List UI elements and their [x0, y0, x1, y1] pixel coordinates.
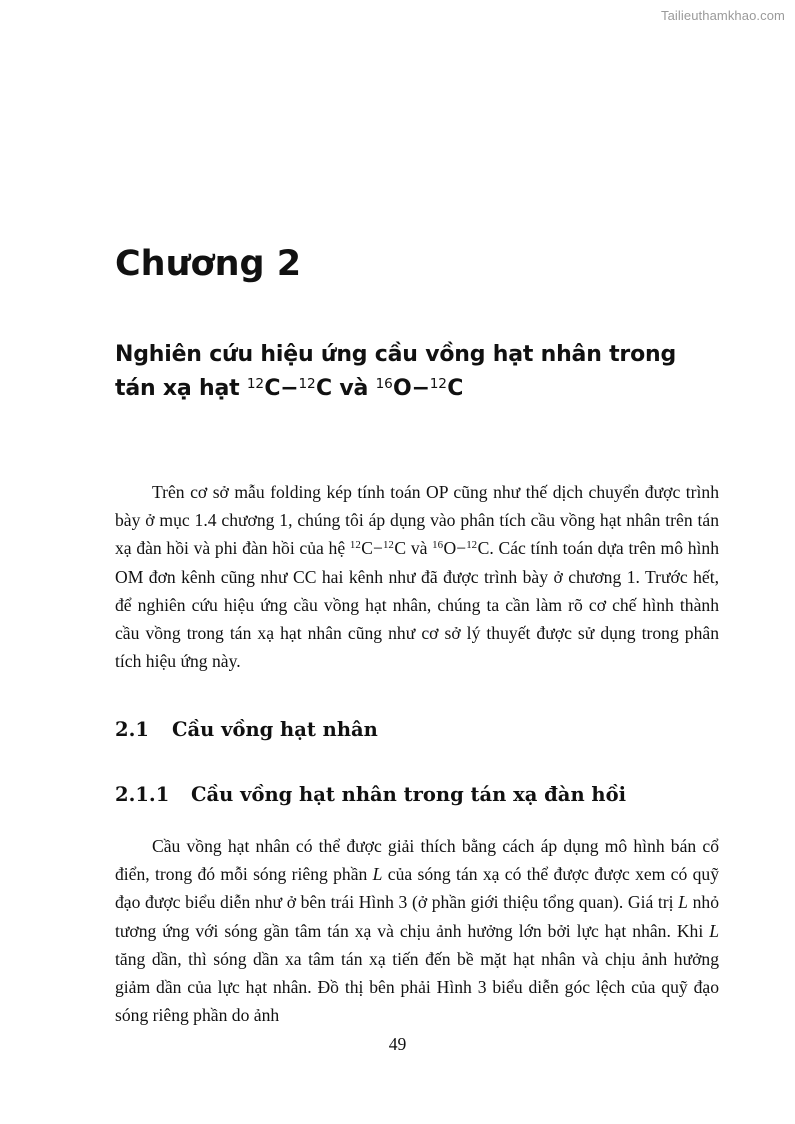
- isotope-symbol: C: [477, 538, 490, 559]
- isotope-separator: −: [373, 538, 383, 559]
- isotope-separator: −: [411, 376, 430, 401]
- chapter-label: Chương 2: [115, 244, 302, 284]
- isotope-symbol: C: [447, 376, 464, 401]
- section-heading: [115, 715, 378, 745]
- isotope-symbol: C: [361, 538, 374, 559]
- isotope-mass: 12: [298, 375, 316, 392]
- chapter-title-text: Nghiên cứu hiệu ứng cầu vồng hạt nhân trong tán xạ hạt: [115, 342, 677, 401]
- chapter-title: [115, 338, 719, 406]
- intro-text: Trên cơ sở mẫu folding kép tính toán OP cũng như thế dịch chuyển được trình bày ở mục 1.4 chương 1, chúng tôi áp dụng vào phân tích cầu vồng hạt nhân trên tán xạ đàn hồi và phi đàn hồi của hệ: [115, 482, 719, 559]
- isotope-mass: 12: [429, 375, 447, 392]
- isotope-separator: −: [456, 538, 467, 559]
- isotope-mass: 12: [382, 539, 394, 552]
- subsection-title: Cầu vồng hạt nhân trong tán xạ đàn hồi: [191, 783, 626, 806]
- watermark-text: Tailieuthamkhao.com: [660, 8, 785, 23]
- subsection-number: 2.1.1: [115, 783, 170, 806]
- intro-paragraph: [115, 478, 719, 675]
- body-paragraph: [115, 832, 719, 1028]
- isotope-separator: −: [280, 376, 299, 401]
- math-variable: L: [372, 864, 383, 885]
- math-variable: L: [709, 920, 719, 941]
- section-title: Cầu vồng hạt nhân: [172, 718, 378, 741]
- isotope-symbol: C: [264, 376, 281, 401]
- conjunction: và: [331, 376, 376, 401]
- subsection-heading: [115, 780, 626, 810]
- isotope-mass: 16: [375, 375, 393, 392]
- math-variable: L: [678, 892, 688, 913]
- isotope-symbol: C: [315, 376, 332, 401]
- body-text: tăng dần, thì sóng dần xa tâm tán xạ tiến đến bề mặt hạt nhân và chịu ảnh hưởng giảm dần của lực hạt nhân. Đồ thị bên phải Hình 3 biểu diễn góc lệch của quỹ đạo sóng riêng phần do ảnh: [115, 948, 719, 1026]
- isotope-symbol: O: [443, 538, 457, 559]
- isotope-mass: 12: [246, 375, 264, 392]
- isotope-mass: 12: [466, 539, 478, 552]
- intro-text: . Các tính toán dựa trên mô hình OM đơn kênh cũng như CC hai kênh như đã được trình bày ở chương 1. Trước hết, để nghiên cứu hiệu ứng cầu vồng hạt nhân, chúng ta cần làm rõ cơ chế hình thành cầu vồng trong tán xạ hạt nhân cũng như cơ sở lý thuyết được sử dụng trong phân tích hiệu ứng này.: [115, 538, 719, 672]
- isotope-symbol: C: [394, 538, 407, 559]
- isotope-mass: 12: [349, 539, 361, 552]
- body-text: nhỏ tương ứng với sóng gần tâm tán xạ và chịu ảnh hưởng lớn bởi lực hạt nhân. Khi: [115, 892, 719, 941]
- conjunction: và: [406, 538, 433, 559]
- body-text: của sóng tán xạ có thể được được xem có quỹ đạo được biểu diễn như ở bên trái Hình 3 (ở phần giới thiệu tổng quan). Giá trị: [115, 864, 719, 913]
- body-text: Cầu vồng hạt nhân có thể được giải thích bằng cách áp dụng mô hình bán cổ điển, trong đó mỗi sóng riêng phần: [115, 836, 719, 885]
- isotope-mass: 16: [432, 539, 444, 552]
- page-number: 49: [388, 1034, 407, 1054]
- section-number: 2.1: [115, 718, 149, 741]
- isotope-symbol: O: [393, 376, 412, 401]
